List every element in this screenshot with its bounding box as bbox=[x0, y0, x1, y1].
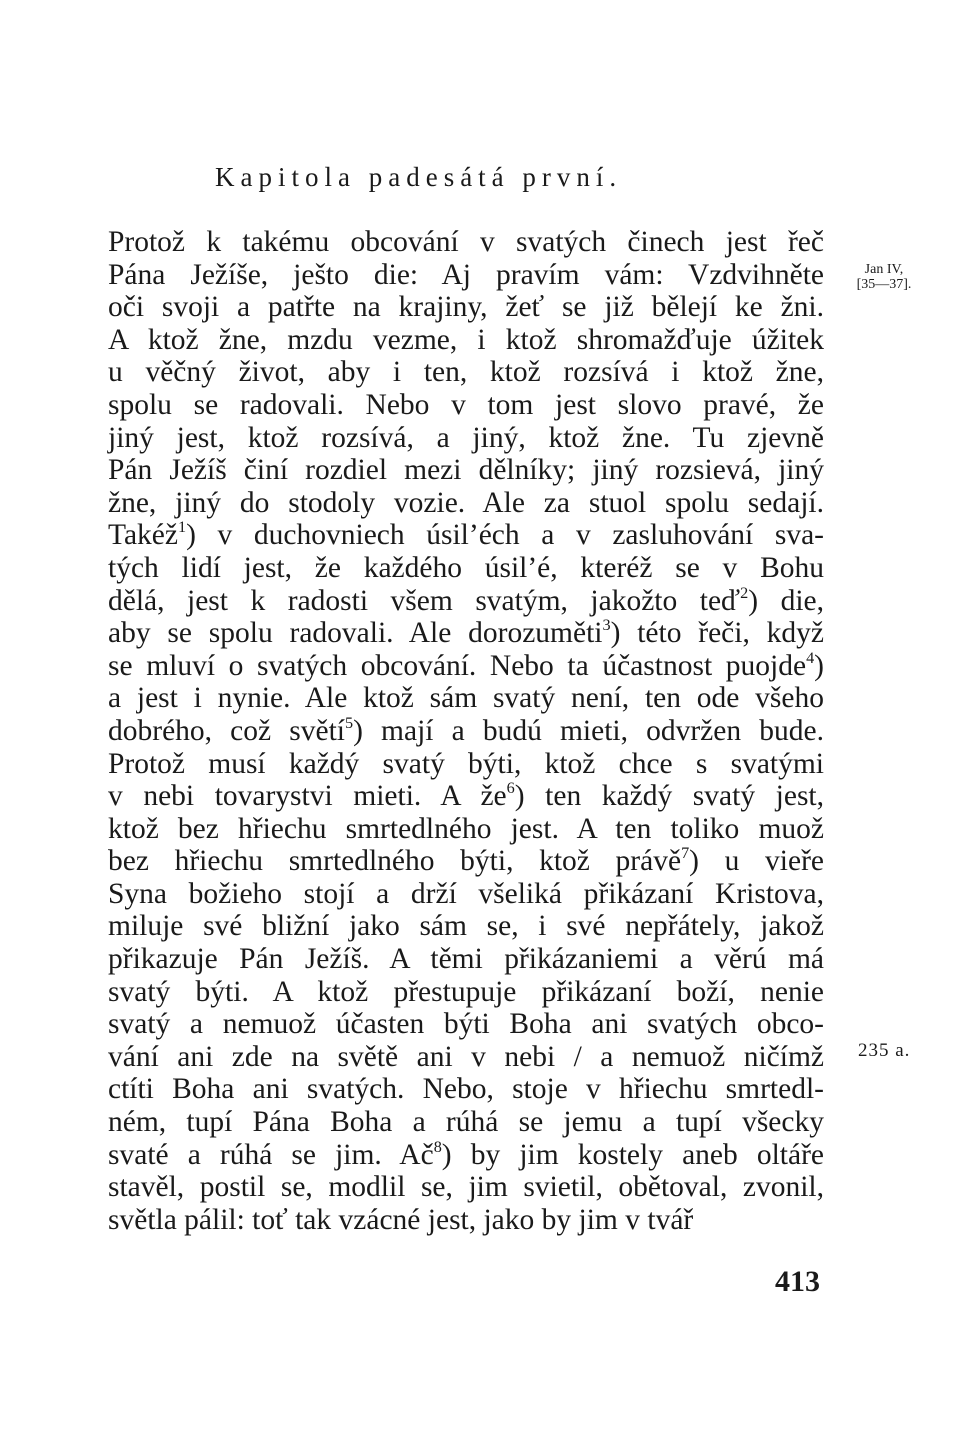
text-line bbox=[108, 650, 824, 683]
footnote-marker: 2 bbox=[740, 583, 749, 602]
text-line: svatý a nemuož účasten býti Boha ani svatých obco- bbox=[108, 1008, 824, 1041]
text-line: ktož bez hřiechu smrtedlného jest. A ten toliko muož bbox=[108, 812, 824, 845]
text-line: Protož k takému obcování v svatých činech jest řeč bbox=[108, 226, 824, 258]
text-line: oči svoji a patřte na krajiny, žeť se již bělejí ke žni. bbox=[108, 291, 824, 324]
text-line bbox=[108, 1139, 824, 1172]
page-number: 413 bbox=[775, 1265, 820, 1298]
text-line: Protož musí každý svatý býti, ktož chce s svatými bbox=[108, 747, 824, 780]
text-line: miluje své bližní jako sám se, i své nepřátely, jakož bbox=[108, 910, 824, 943]
text-line: svatý býti. A ktož přestupuje přikázaní boží, nenie bbox=[108, 975, 824, 1008]
margin-bible-reference bbox=[846, 262, 922, 292]
text-segment: ) mají a budú mieti, odvržen bude. bbox=[353, 714, 824, 747]
text-segment: Takéž bbox=[108, 519, 178, 552]
text-line: spolu se radovali. Nebo v tom jest slovo pravé, že bbox=[108, 388, 824, 421]
footnote-marker: 1 bbox=[178, 518, 187, 537]
text-segment: ) této řeči, když bbox=[610, 617, 824, 650]
text-line: přikazuje Pán Ježíš. A těmi přikázaniemi a věrú má bbox=[108, 943, 824, 976]
text-segment: dobrého, což světí bbox=[108, 714, 345, 747]
text-line: tých lidí jest, že každého úsil’é, kteréž se v Bohu bbox=[108, 551, 824, 584]
margin-reference-line: Jan IV, bbox=[864, 262, 904, 277]
text-segment: svaté a rúhá se jim. Ač bbox=[108, 1138, 434, 1171]
text-segment: ) ten každý svatý jest, bbox=[514, 780, 824, 813]
text-line: Pán Ježíš činí rozdiel mezi dělníky; jiný rozsievá, jiný bbox=[108, 454, 824, 487]
text-line: A ktož žne, mzdu vezme, i ktož shromažďuje úžitek bbox=[108, 323, 824, 356]
text-segment: v nebi tovarystvi mieti. A že bbox=[108, 780, 507, 813]
footnote-marker: 5 bbox=[344, 713, 354, 732]
text-segment: ) by jim kostely aneb oltáře bbox=[441, 1138, 825, 1171]
text-segment: se mluví o svatých obcování. Nebo ta účastnost puojde bbox=[108, 649, 807, 682]
footnote-marker: 7 bbox=[681, 844, 690, 863]
text-line: Syna božieho stojí a drží všeliká přikázaní Kristova, bbox=[108, 877, 824, 910]
margin-reference-line: [35—37]. bbox=[856, 277, 912, 292]
text-line: u věčný život, aby i ten, ktož rozsívá i ktož žne, bbox=[108, 356, 824, 389]
text-segment: ) die, bbox=[748, 584, 824, 617]
text-line bbox=[108, 585, 824, 618]
text-segment: dělá, jest k radosti všem svatým, jakožto teď bbox=[108, 584, 741, 617]
text-line: žne, jiný do stodoly vozie. Ale za stuol spolu sedají. bbox=[108, 486, 824, 519]
text-line: jiný jest, ktož rozsívá, a jiný, ktož žne. Tu zjevně bbox=[108, 421, 824, 454]
text-line: vání ani zde na světě ani v nebi / a nemuož ničímž bbox=[108, 1040, 824, 1073]
text-line: stavěl, postil se, modlil se, jim svietil, obětoval, zvonil, bbox=[108, 1171, 824, 1204]
text-segment: ) v duchovniech úsil’éch a v zasluhování sva- bbox=[186, 519, 824, 552]
body-text bbox=[108, 226, 824, 1236]
text-line: světla pálil: toť tak vzácné jest, jako by jim v tvář bbox=[108, 1203, 694, 1236]
text-line bbox=[108, 780, 824, 813]
footnote-marker: 8 bbox=[433, 1137, 442, 1156]
chapter-heading: Kapitola padesátá první. bbox=[215, 162, 623, 192]
text-segment: ) u vieře bbox=[689, 845, 825, 878]
footnote-marker: 3 bbox=[602, 615, 611, 634]
footnote-marker: 6 bbox=[506, 778, 515, 797]
text-segment: bez hřiechu smrtedlného býti, ktož právě bbox=[108, 845, 682, 878]
text-line: a jest i nynie. Ale ktož sám svatý není, ten ode všeho bbox=[108, 682, 824, 715]
text-line bbox=[108, 715, 824, 748]
text-line bbox=[108, 617, 824, 650]
text-line: ctíti Boha ani svatých. Nebo, stoje v hřiechu smrtedl- bbox=[108, 1073, 824, 1106]
text-line: Pána Ježíše, ješto die: Aj pravím vám: Vzdvihněte bbox=[108, 258, 824, 291]
text-segment: aby se spolu radovali. Ale dorozuměti bbox=[108, 617, 603, 650]
text-segment: ) bbox=[814, 649, 824, 682]
text-line: ném, tupí Pána Boha a rúhá se jemu a tupí všecky bbox=[108, 1106, 824, 1139]
footnote-marker: 4 bbox=[806, 648, 815, 667]
text-line bbox=[108, 519, 824, 552]
margin-folio-number: 235 a. bbox=[858, 1040, 911, 1061]
text-line bbox=[108, 845, 824, 878]
